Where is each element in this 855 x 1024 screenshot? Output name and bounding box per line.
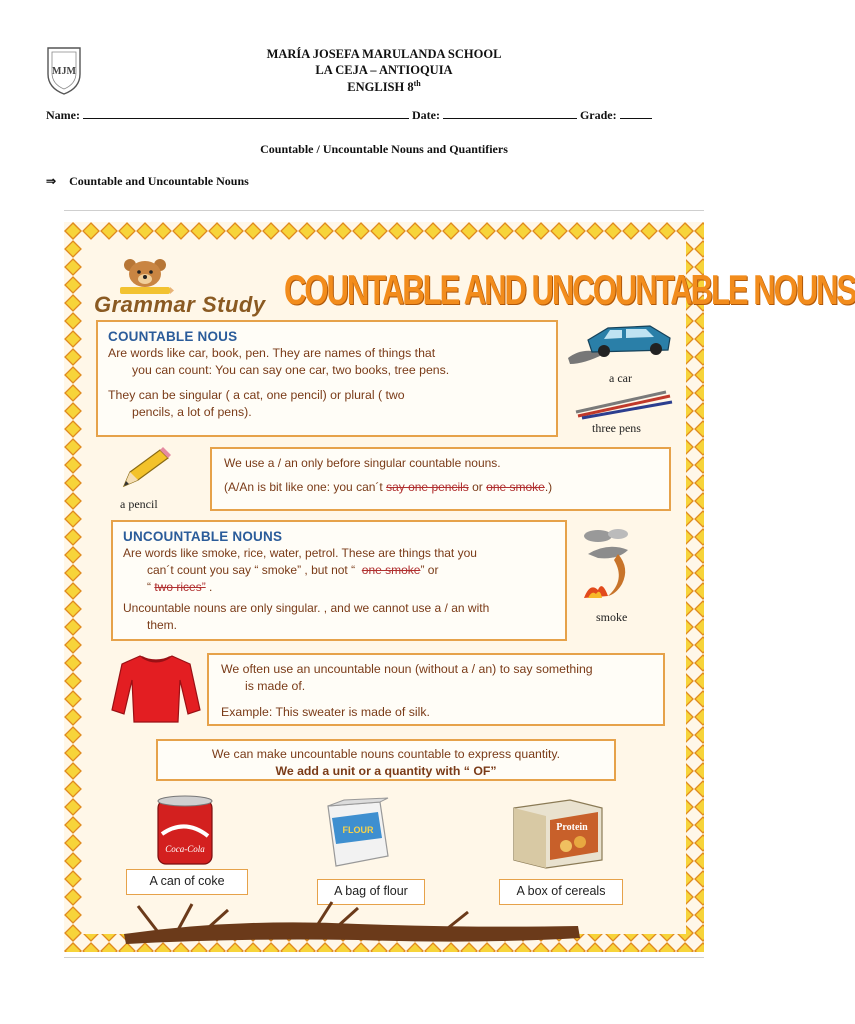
made-of-line-2: is made of.	[245, 679, 306, 693]
countable-line-1: Are words like car, book, pen. They are names of things that	[108, 346, 436, 360]
uncountable-line-4: Uncountable nouns are only singular. , and we cannot use a / an with	[123, 601, 490, 615]
made-of-line-1: We often use an uncountable noun (without a / an) to say something	[221, 662, 593, 676]
strikethrough-example-1: say one pencils	[386, 480, 469, 494]
uncountable-line-5: them.	[147, 618, 178, 632]
countable-line-4: pencils, a lot of pens).	[132, 405, 252, 419]
coke-can-icon	[150, 794, 220, 868]
pens-icon	[574, 390, 674, 420]
date-label: Date:	[411, 108, 440, 122]
grade-field[interactable]	[620, 108, 652, 119]
a-an-rule-box	[210, 447, 671, 511]
uncountable-line-3: “ two rices” .	[147, 580, 213, 594]
a-an-line-1: We use a / an only before singular countable nouns.	[224, 456, 501, 470]
a-an-line-2: (A/An is bit like one: you can´t say one pencils or one smoke.)	[224, 480, 553, 494]
example-can-of-coke: A can of coke	[126, 869, 248, 895]
arrow-icon: ⇒	[46, 174, 57, 188]
uncountable-line-1: Are words like smoke, rice, water, petrol. These are things that you	[123, 546, 477, 560]
quantity-line-1: We can make uncountable nouns countable to express quantity.	[211, 747, 561, 761]
section-heading: ⇒ Countable and Uncountable Nouns	[46, 174, 249, 188]
countable-line-3: They can be singular ( a cat, one pencil) or plural ( two	[108, 388, 405, 402]
grade-label: Grade:	[579, 108, 617, 122]
svg-text:MJM: MJM	[52, 66, 76, 77]
smoke-icon	[578, 524, 644, 604]
svg-text:Coca-Cola: Coca-Cola	[165, 844, 205, 854]
sweater-icon	[110, 652, 202, 724]
svg-text:Protein: Protein	[556, 822, 588, 833]
made-of-example: Example: This sweater is made of silk.	[221, 705, 430, 719]
made-of-rule-box	[207, 653, 665, 726]
smoke-caption: smoke	[596, 610, 628, 624]
date-field[interactable]	[443, 108, 577, 119]
example-bag-of-flour: A bag of flour	[317, 879, 425, 905]
strikethrough-example-4: two rices”	[154, 580, 206, 594]
poster-heading: COUNTABLE AND UNCOUNTABLE NOUNS	[284, 266, 855, 314]
countable-title: COUNTABLE NOUS	[108, 329, 238, 344]
pencil-icon	[116, 446, 172, 492]
svg-text:FLOUR: FLOUR	[342, 825, 374, 835]
tree-branch-decoration	[118, 898, 588, 954]
countable-line-2: you can count: You can say one car, two books, tree pens.	[132, 363, 450, 377]
school-name: MARÍA JOSEFA MARULANDA SCHOOL	[266, 47, 502, 61]
course-title: ENGLISH 8th	[347, 79, 421, 95]
cereal-box-icon	[510, 794, 606, 870]
uncountable-definition-box	[111, 520, 567, 641]
name-label: Name:	[46, 108, 80, 122]
car-caption: a car	[609, 371, 632, 385]
school-city: LA CEJA – ANTIOQUIA	[315, 63, 453, 77]
pencil-caption: a pencil	[120, 497, 158, 511]
quantity-line-2: We add a unit or a quantity with “ OF”	[275, 764, 497, 778]
grammar-study-title: Grammar Study	[94, 292, 266, 317]
car-icon	[564, 318, 676, 368]
countable-definition-box	[96, 320, 558, 437]
uncountable-title: UNCOUNTABLE NOUNS	[123, 529, 283, 544]
student-info-line	[46, 108, 652, 123]
pens-caption: three pens	[592, 421, 641, 435]
strikethrough-example-2: one smoke	[486, 480, 545, 494]
name-field[interactable]	[83, 108, 409, 119]
worksheet-subtitle: Countable / Uncountable Nouns and Quantifiers	[260, 142, 508, 156]
flour-bag-icon	[318, 798, 394, 870]
uncountable-line-2: can´t count you say “ smoke” , but not “ one smoke” or	[147, 563, 439, 577]
example-box-of-cereals: A box of cereals	[499, 879, 623, 905]
teddy-bear-icon	[116, 257, 174, 297]
top-divider	[64, 210, 704, 211]
strikethrough-example-3: one smoke	[361, 563, 421, 577]
bottom-divider	[64, 957, 704, 958]
quantity-rule-box	[156, 739, 616, 781]
